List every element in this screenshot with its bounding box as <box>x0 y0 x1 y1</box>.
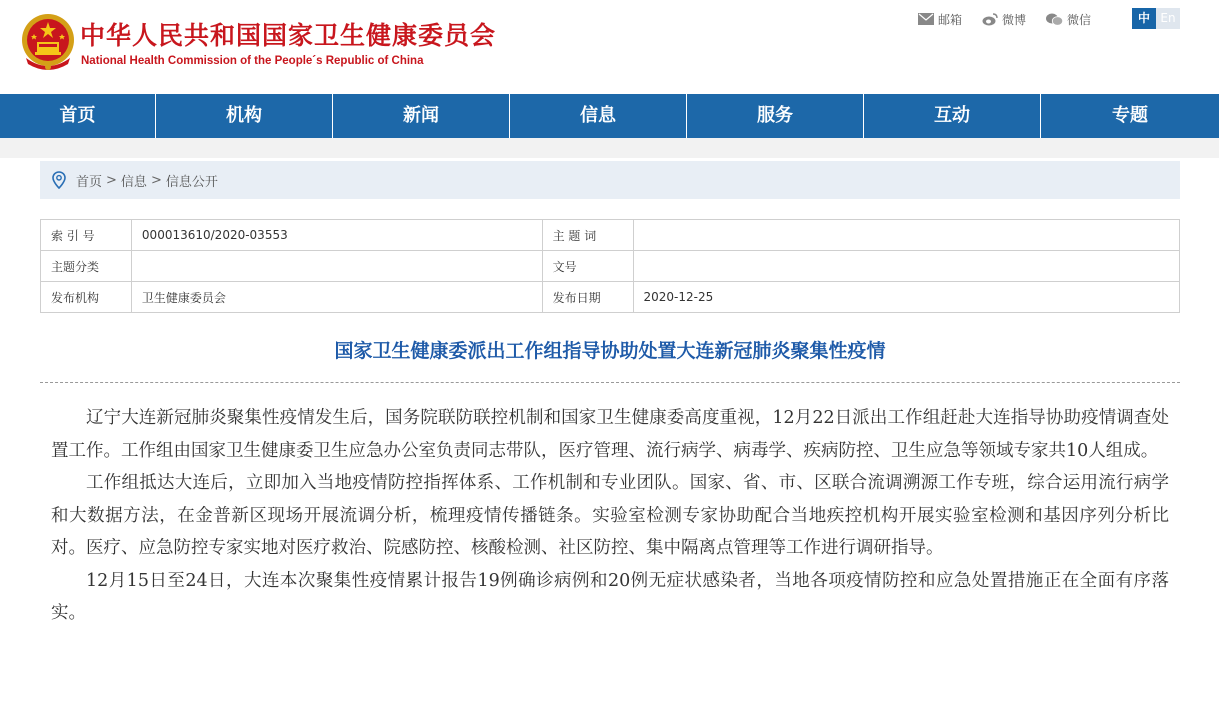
nav-item-interaction[interactable]: 互动 <box>864 94 1041 138</box>
wechat-icon <box>1046 13 1063 26</box>
dashed-divider <box>40 382 1180 383</box>
keyword-value <box>633 220 1179 251</box>
lang-en-button[interactable]: En <box>1156 8 1180 29</box>
site-header <box>0 0 1219 94</box>
table-row <box>41 251 1180 282</box>
wechat-link[interactable] <box>1046 11 1091 28</box>
table-row <box>41 282 1180 313</box>
top-links <box>918 10 1111 28</box>
national-emblem-icon[interactable] <box>20 12 76 72</box>
location-pin-icon <box>52 171 66 189</box>
main-nav <box>0 94 1219 138</box>
article-body <box>51 402 1169 630</box>
article-paragraph: 12月15日至24日，大连本次聚集性疫情累计报告19例确诊病例和20例无症状感染者，当地各项疫情防控和应急处置措施正在全面有序落实。 <box>51 570 1169 623</box>
publisher-value: 卫生健康委员会 <box>131 282 542 313</box>
gray-band <box>0 138 1219 158</box>
article-paragraph: 工作组抵达大连后，立即加入当地疫情防控指挥体系、工作机制和专业团队。国家、省、市、区联合流调溯源工作专班，综合运用流行病学和大数据方法，在金普新区现场开展流调分析，梳理疫情传播链条。实验室检测专家协助配合当地疾控机构开展实验室检测和基因序列分析比对。医疗、应急防控专家实地对医疗救治、院感防控、核酸检测、社区防控、集中隔离点管理等工作进行调研指导。 <box>51 473 1169 558</box>
weibo-link-label: 微博 <box>1002 12 1027 27</box>
mail-icon <box>918 13 934 25</box>
category-label: 主题分类 <box>41 251 132 282</box>
table-row <box>41 220 1180 251</box>
nav-item-news[interactable]: 新闻 <box>333 94 510 138</box>
date-label: 发布日期 <box>542 282 633 313</box>
docno-value <box>633 251 1179 282</box>
wechat-link-label: 微信 <box>1067 12 1092 27</box>
weibo-link[interactable] <box>982 11 1026 28</box>
date-value: 2020-12-25 <box>633 282 1179 313</box>
breadcrumb-home[interactable]: 首页 <box>76 174 103 190</box>
site-title[interactable]: 中华人民共和国国家卫生健康委员会 <box>80 21 497 50</box>
publisher-label: 发布机构 <box>41 282 132 313</box>
weibo-icon <box>982 13 998 26</box>
mail-link[interactable] <box>918 11 962 28</box>
article-title: 国家卫生健康委派出工作组指导协助处置大连新冠肺炎聚集性疫情 <box>334 340 886 362</box>
article-paragraph: 辽宁大连新冠肺炎聚集性疫情发生后，国务院联防联控机制和国家卫生健康委高度重视，12月22日派出工作组赶赴大连指导协助疫情调查处置工作。工作组由国家卫生健康委卫生应急办公室负责同志带队，医疗管理、流行病学、病毒学、疾病防控、卫生应急等领域专家共10人组成。 <box>51 408 1169 461</box>
breadcrumb <box>40 161 1180 199</box>
docno-label: 文号 <box>542 251 633 282</box>
lang-zh-button[interactable]: 中 <box>1132 8 1156 29</box>
keyword-label: 主 题 词 <box>542 220 633 251</box>
category-value <box>131 251 542 282</box>
mail-link-label: 邮箱 <box>938 12 963 27</box>
nav-item-institutions[interactable]: 机构 <box>156 94 333 138</box>
index-value: 000013610/2020-03553 <box>131 220 542 251</box>
breadcrumb-separator: > <box>150 172 162 188</box>
nav-item-services[interactable]: 服务 <box>687 94 864 138</box>
nav-item-information[interactable]: 信息 <box>510 94 687 138</box>
index-label: 索 引 号 <box>41 220 132 251</box>
site-subtitle: National Health Commission of the People´s Republic of China <box>81 55 424 67</box>
breadcrumb-information[interactable]: 信息 <box>120 174 147 190</box>
language-switch <box>1132 8 1180 29</box>
breadcrumb-separator: > <box>106 172 117 188</box>
breadcrumb-disclosure[interactable]: 信息公开 <box>165 174 218 190</box>
nav-item-home[interactable]: 首页 <box>0 94 156 138</box>
document-info-table <box>40 219 1180 313</box>
nav-item-topics[interactable]: 专题 <box>1112 105 1148 126</box>
